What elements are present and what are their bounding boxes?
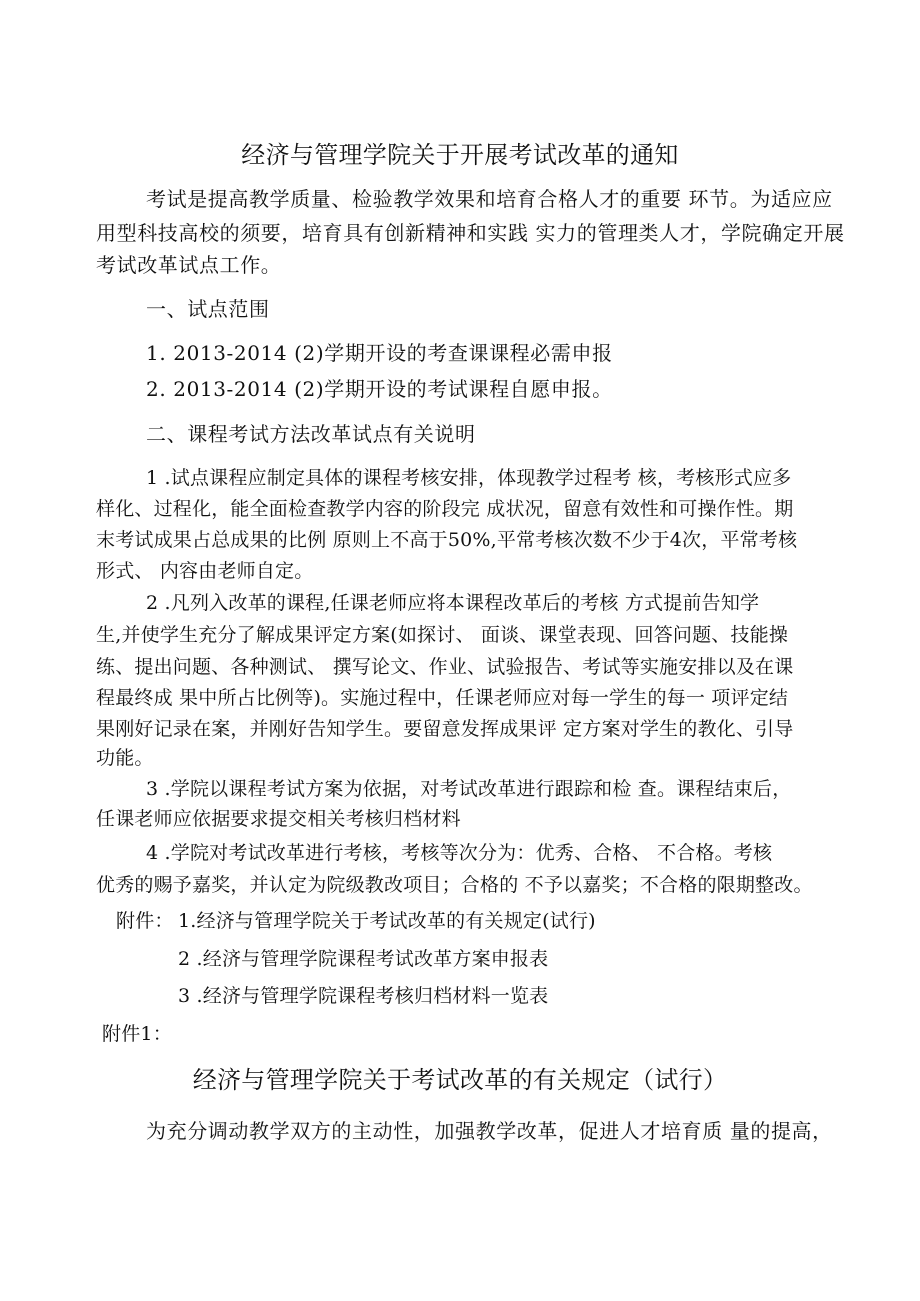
attachment-item-2: 2 .经济与管理学院课程考试改革方案申报表 <box>178 948 549 970</box>
attachment-item-3: 3 .经济与管理学院课程考核归档材料一览表 <box>178 985 549 1007</box>
attachments-label: 附件： <box>116 910 174 932</box>
appendix-label: 附件1： <box>102 1023 172 1045</box>
section-2-item-3-line-2: 任课老师应依据要求提交相关考核归档材料 <box>96 808 461 830</box>
section-2-item-1-line-3: 末考试成果占总成果的比例 原则上不高于50%,平常考核次数不少于4次，平常考核 <box>96 529 798 551</box>
section-2-item-2-line-1: 2 .凡列入改革的课程,任课老师应将本课程改革后的考核 方式提前告知学 <box>146 592 760 614</box>
section-2-item-2-line-4: 程最终成 果中所占比例等)。实施过程中，任课老师应对每一学生的每一 项评定结 <box>96 687 789 709</box>
intro-line-3: 考试改革试点工作。 <box>96 253 282 277</box>
document-title: 经济与管理学院关于开展考试改革的通知 <box>241 141 679 169</box>
section-2-item-3-line-1: 3 .学院以课程考试方案为依据，对考试改革进行跟踪和检 查。课程结束后， <box>146 778 792 800</box>
section-2-item-1-line-4: 形式、 内容由老师自定。 <box>96 560 314 582</box>
section-2-item-4-line-1: 4 .学院对考试改革进行考核，考核等次分为：优秀、合格、 不合格。考核 <box>146 842 773 864</box>
intro-line-1: 考试是提高教学质量、检验教学效果和培育合格人才的重要 环节。为适应应 <box>146 187 833 211</box>
section-1-item-2: 2. 2013-2014 (2)学期开设的考试课程自愿申报。 <box>146 377 613 401</box>
section-2-item-2-line-3: 练、提出问题、各种测试、 撰写论文、作业、试验报告、考试等实施安排以及在课 <box>96 656 794 678</box>
section-2-item-1-line-2: 样化、过程化，能全面检查教学内容的阶段完 成状况，留意有效性和可操作性。期 <box>96 498 794 520</box>
section-1-item-1: 1. 2013-2014 (2)学期开设的考查课课程必需申报 <box>146 341 613 365</box>
section-2-heading: 二、课程考试方法改革试点有关说明 <box>146 422 476 446</box>
section-2-item-1-line-1: 1 .试点课程应制定具体的课程考核安排，体现教学过程考 核，考核形式应多 <box>146 467 792 489</box>
appendix-first-line: 为充分调动教学双方的主动性，加强教学改革，促进人才培育质 量的提高， <box>146 1119 833 1143</box>
section-2-item-2-line-5: 果刚好记录在案，并刚好告知学生。要留意发挥成果评 定方案对学生的教化、引导 <box>96 718 794 740</box>
section-2-item-2-line-2: 生,并使学生充分了解成果评定方案(如探讨、 面谈、课堂表现、回答问题、技能操 <box>96 624 789 646</box>
section-1-heading: 一、试点范围 <box>146 297 270 321</box>
appendix-title: 经济与管理学院关于考试改革的有关规定（试行） <box>192 1066 728 1094</box>
attachment-item-1: 1.经济与管理学院关于考试改革的有关规定(试行) <box>178 910 596 932</box>
section-2-item-4-line-2: 优秀的赐予嘉奖，并认定为院级教改项目；合格的 不予以嘉奖；不合格的限期整改。 <box>96 874 813 896</box>
section-2-item-2-line-6: 功能。 <box>96 747 154 769</box>
intro-line-2: 用型科技高校的须要，培育具有创新精神和实践 实力的管理类人才，学院确定开展 <box>96 221 845 245</box>
